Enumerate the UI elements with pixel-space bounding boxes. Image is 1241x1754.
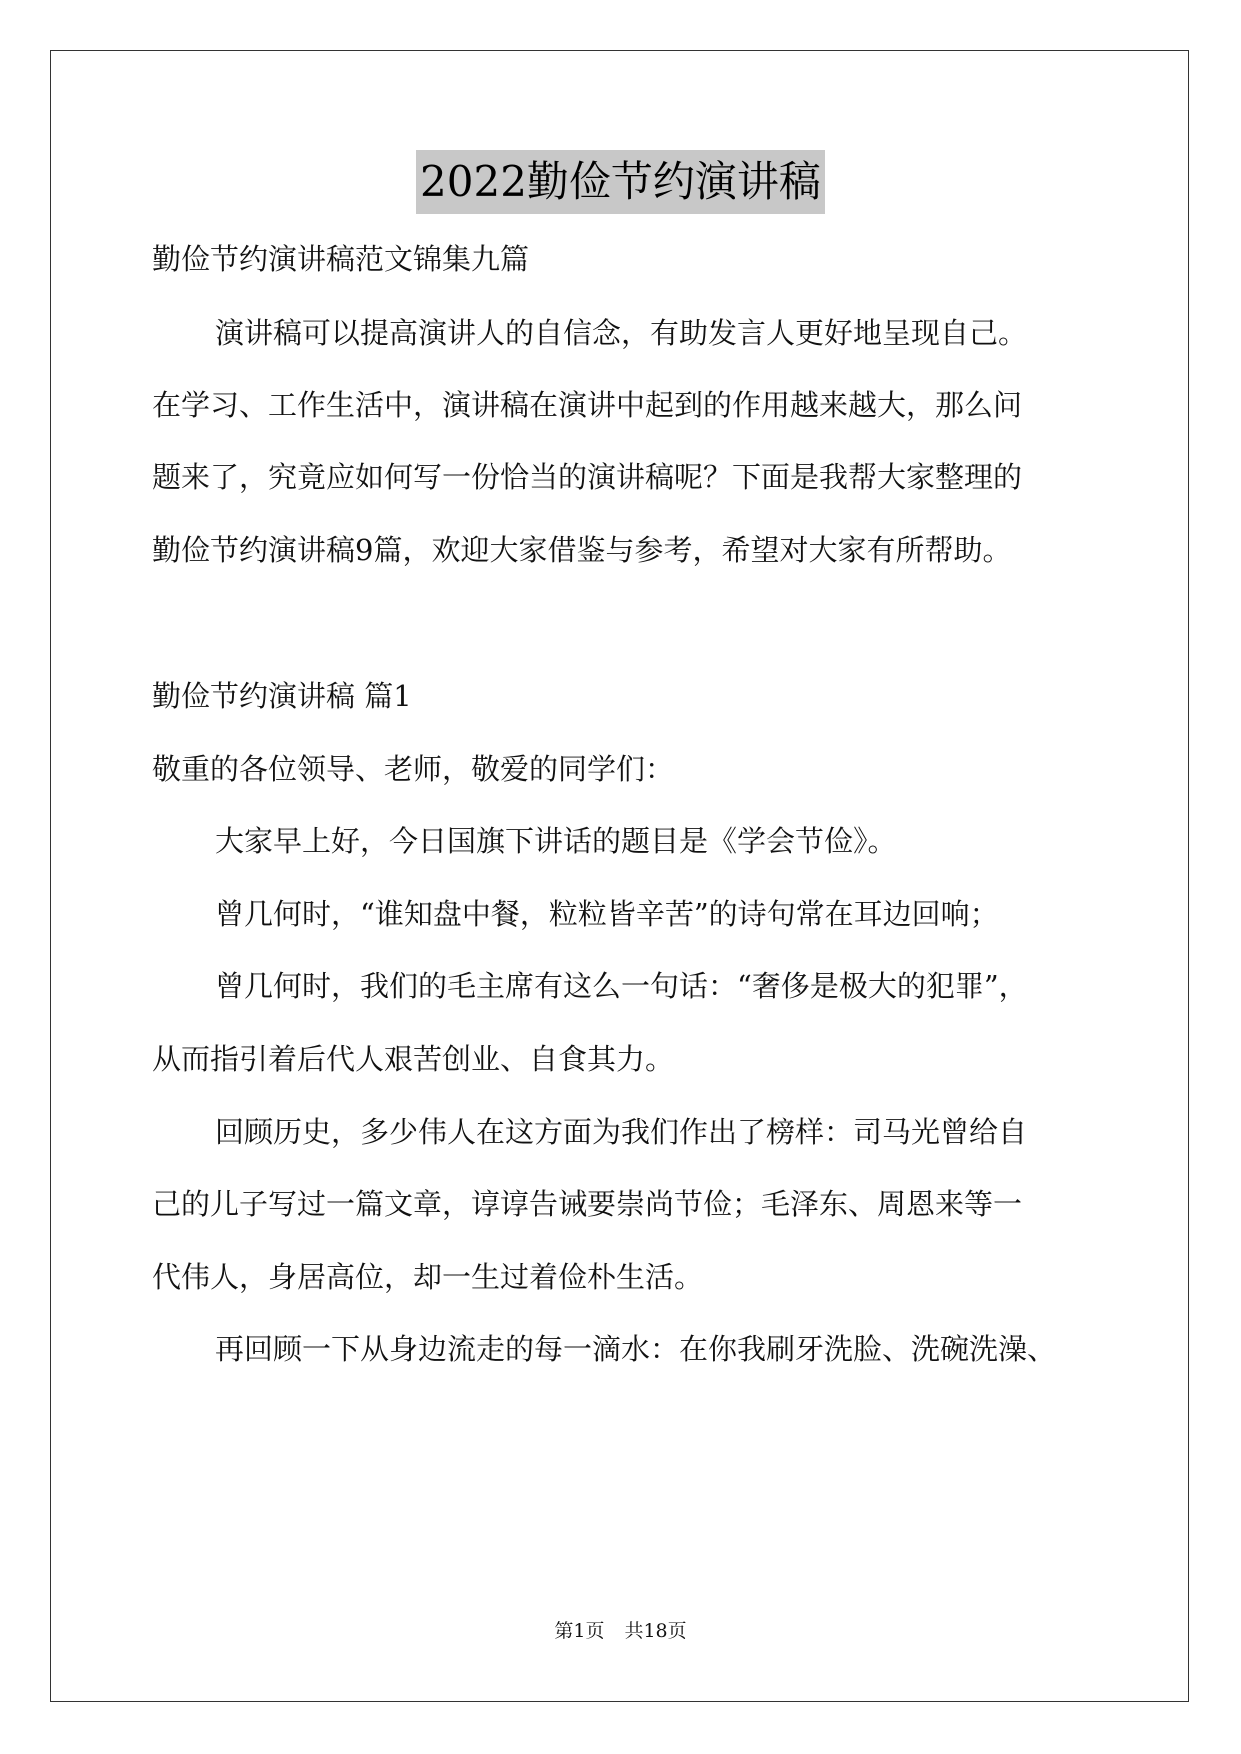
paragraph-line: 代伟人，身居高位，却一生过着俭朴生活。 bbox=[152, 1260, 704, 1294]
page-number: 第1页 bbox=[554, 1620, 605, 1642]
paragraph-line: 再回顾一下从身边流走的每一滴水：在你我刷牙洗脸、洗碗洗澡、 bbox=[215, 1332, 1057, 1366]
paragraph-line: 演讲稿可以提高演讲人的自信念，有助发言人更好地呈现自己。 bbox=[215, 316, 1028, 350]
section-heading: 勤俭节约演讲稿 篇1 bbox=[152, 679, 412, 713]
document-title: 2022勤俭节约演讲稿 bbox=[416, 150, 825, 214]
paragraph-line: 曾几何时，“谁知盘中餐，粒粒皆辛苦”的诗句常在耳边回响； bbox=[215, 897, 999, 931]
paragraph-line: 大家早上好，今日国旗下讲话的题目是《学会节俭》。 bbox=[215, 824, 897, 858]
paragraph-line: 在学习、工作生活中，演讲稿在演讲中起到的作用越来越大，那么问 bbox=[152, 388, 1023, 422]
paragraph-line: 己的儿子写过一篇文章，谆谆告诫要崇尚节俭；毛泽东、周恩来等一 bbox=[152, 1187, 1023, 1221]
page-border bbox=[50, 50, 1189, 1702]
paragraph-line: 曾几何时，我们的毛主席有这么一句话：“奢侈是极大的犯罪”， bbox=[215, 969, 1028, 1003]
page-total: 共18页 bbox=[624, 1620, 687, 1642]
page-footer bbox=[0, 1618, 1241, 1644]
salutation-line: 敬重的各位领导、老师，敬爱的同学们： bbox=[152, 752, 675, 786]
title-wrap bbox=[0, 150, 1241, 214]
paragraph-line: 题来了，究竟应如何写一份恰当的演讲稿呢？下面是我帮大家整理的 bbox=[152, 460, 1023, 494]
paragraph-line: 回顾历史，多少伟人在这方面为我们作出了榜样：司马光曾给自 bbox=[215, 1115, 1028, 1149]
subtitle-line: 勤俭节约演讲稿范文锦集九篇 bbox=[152, 242, 530, 276]
paragraph-line: 从而指引着后代人艰苦创业、自食其力。 bbox=[152, 1042, 675, 1076]
paragraph-line: 勤俭节约演讲稿9篇，欢迎大家借鉴与参考，希望对大家有所帮助。 bbox=[152, 533, 1012, 567]
